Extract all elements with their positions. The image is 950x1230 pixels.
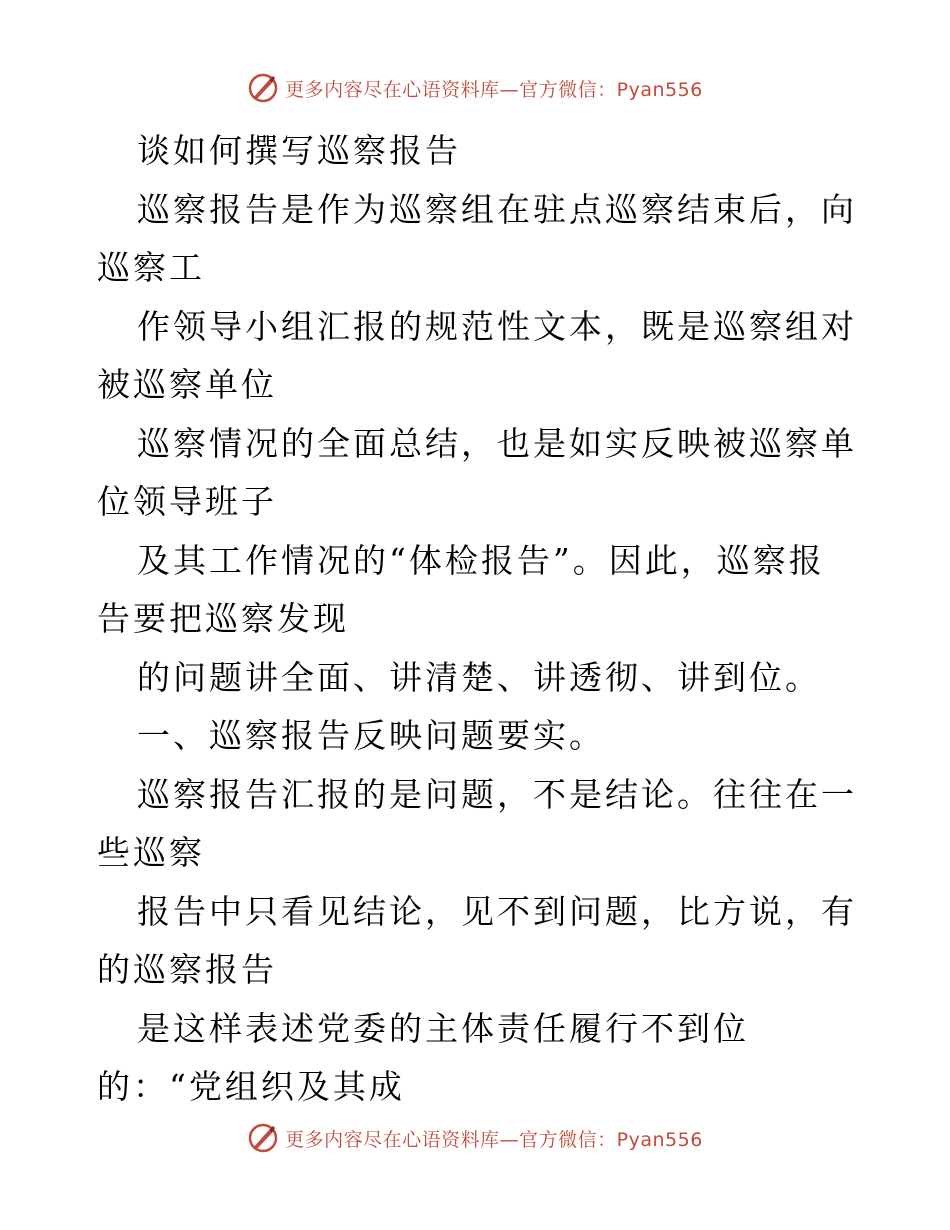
paragraph: 巡察报告汇报的是问题，不是结论。往往在一些巡察	[97, 774, 857, 872]
document-title: 谈如何撰写巡察报告	[137, 131, 461, 170]
header-watermark	[0, 72, 950, 104]
paragraph: 的问题讲全面、讲清楚、讲透彻、讲到位。	[137, 657, 821, 697]
paragraph: 报告中只看见结论，见不到问题，比方说，有的巡察报告	[97, 891, 857, 989]
footer-watermark	[0, 1122, 950, 1154]
paragraph: 是这样表述党委的主体责任履行不到位的：“党组织及其成	[97, 1008, 749, 1106]
paragraph: 巡察情况的全面总结，也是如实反映被巡察单位领导班子	[97, 423, 857, 521]
section-heading: 一、巡察报告反映问题要实。	[137, 716, 605, 755]
paragraph: 巡察报告是作为巡察组在驻点巡察结束后，向巡察工	[97, 189, 857, 287]
pen-logo-icon	[247, 1122, 279, 1154]
pen-logo-icon	[247, 72, 279, 104]
paragraph: 作领导小组汇报的规范性文本，既是巡察组对被巡察单位	[97, 306, 857, 404]
watermark-text: 更多内容尽在心语资料库—官方微信：Pyan556	[285, 78, 703, 101]
paragraph: 及其工作情况的“体检报告”。因此，巡察报告要把巡察发现	[97, 540, 825, 638]
document-body	[97, 122, 857, 1117]
watermark-text: 更多内容尽在心语资料库—官方微信：Pyan556	[285, 1128, 703, 1151]
